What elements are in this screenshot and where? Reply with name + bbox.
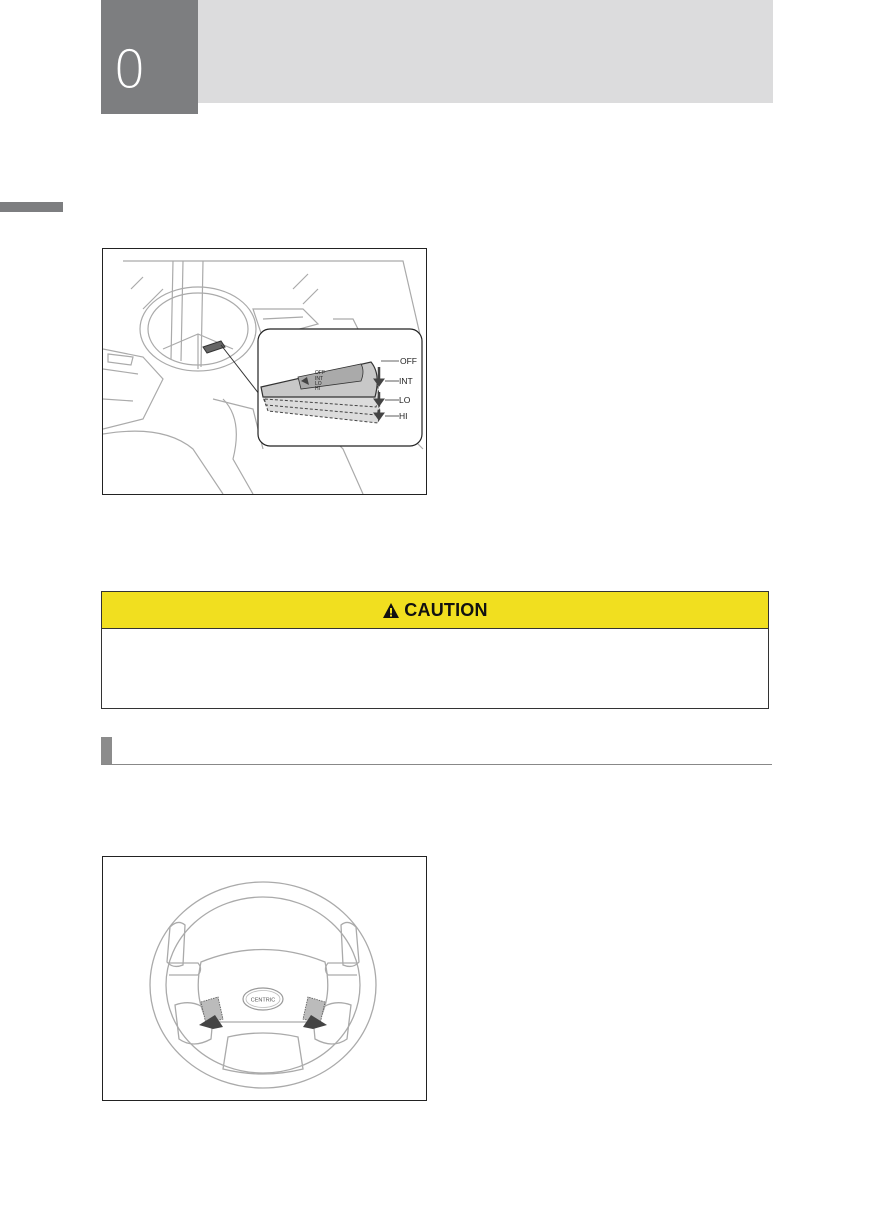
chapter-number: 0 xyxy=(113,40,147,100)
steering-wheel-illustration xyxy=(103,857,426,1100)
chapter-header-band xyxy=(198,0,773,103)
chapter-edge-tab xyxy=(0,202,63,212)
section-divider xyxy=(101,764,772,765)
lever-label-hi: HI xyxy=(315,386,320,392)
lever-label-lo: LO xyxy=(315,381,322,387)
wiper-switch-illustration xyxy=(103,249,426,494)
switch-position-hi: HI xyxy=(399,411,408,421)
steering-wheel-figure xyxy=(102,856,427,1101)
switch-position-off: OFF xyxy=(400,356,417,366)
steering-wheel-logo: CENTRIC xyxy=(250,997,276,1004)
caution-header xyxy=(102,592,768,629)
caution-box xyxy=(101,591,769,709)
section-marker xyxy=(101,737,112,764)
wiper-switch-figure xyxy=(102,248,427,495)
warning-triangle-icon xyxy=(382,602,400,619)
lever-label-int: INT xyxy=(315,376,324,382)
switch-position-int: INT xyxy=(399,376,413,386)
caution-title: CAUTION xyxy=(404,599,488,620)
switch-position-lo: LO xyxy=(399,395,411,405)
chapter-number-block xyxy=(101,0,198,114)
lever-label-off: OFF xyxy=(315,370,325,376)
